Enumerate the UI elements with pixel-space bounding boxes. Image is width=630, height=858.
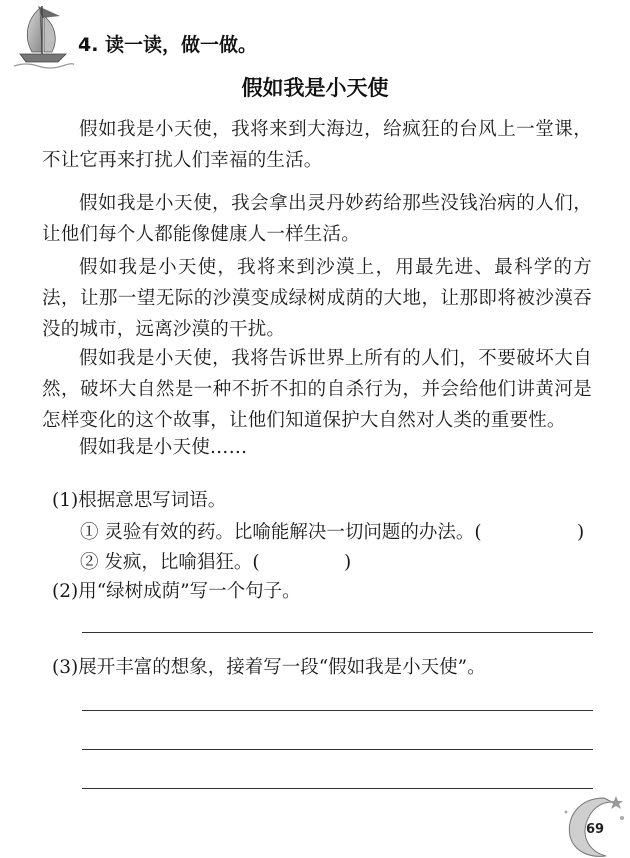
page-number: 69 xyxy=(586,822,605,837)
page-corner xyxy=(560,792,630,858)
paragraph-3: 假如我是小天使，我将来到沙漠上，用最先进、最科学的方法，让那一望无际的沙漠变成绿树成荫的大地，让那即将被沙漠吞没的城市，远离沙漠的干扰。 xyxy=(42,257,592,340)
question-1-label: (1)根据意思写词语。 xyxy=(52,490,227,511)
question-1-item-2 xyxy=(80,548,260,578)
paragraph-5: 假如我是小天使…… xyxy=(79,437,248,458)
answer-line-q2[interactable] xyxy=(82,632,593,633)
paragraph-1: 假如我是小天使，我将来到大海边，给疯狂的台风上一堂课，不让它再来打扰人们幸福的生活。 xyxy=(42,119,592,171)
answer-blank-1[interactable] xyxy=(468,520,573,548)
paragraph-2: 假如我是小天使，我会拿出灵丹妙药给那些没钱治病的人们，让他们每个人都能像健康人一样生活。 xyxy=(42,193,592,245)
answer-blank-2[interactable] xyxy=(252,550,340,578)
exercise-heading: 4. 读一读，做一做。 xyxy=(78,34,258,56)
question-1-item-2-text: ② 发疯，比喻猖狂。( xyxy=(80,552,260,573)
paragraph-4: 假如我是小天使，我将告诉世界上所有的人们，不要破坏大自然，破坏大自然是一种不折不扣的自杀行为，并会给他们讲黄河是怎样变化的这个故事，让他们知道保护大自然对人类的重要性。 xyxy=(42,348,592,431)
question-1-item-1 xyxy=(80,518,482,548)
answer-blank-2-close: ) xyxy=(344,552,352,573)
sailing-ship-icon xyxy=(12,2,74,72)
question-3-label: (3)展开丰富的想象，接着写一段“假如我是小天使”。 xyxy=(52,657,486,678)
question-2-label: (2)用“绿树成荫”写一个句子。 xyxy=(52,581,301,602)
answer-line-q3-1[interactable] xyxy=(82,710,593,711)
answer-line-q3-3[interactable] xyxy=(82,788,593,789)
answer-blank-1-close: ) xyxy=(577,522,585,543)
answer-line-q3-2[interactable] xyxy=(82,749,593,750)
passage-title: 假如我是小天使 xyxy=(241,76,389,100)
question-1-item-1-text: ① 灵验有效的药。比喻能解决一切问题的办法。( xyxy=(80,522,482,543)
